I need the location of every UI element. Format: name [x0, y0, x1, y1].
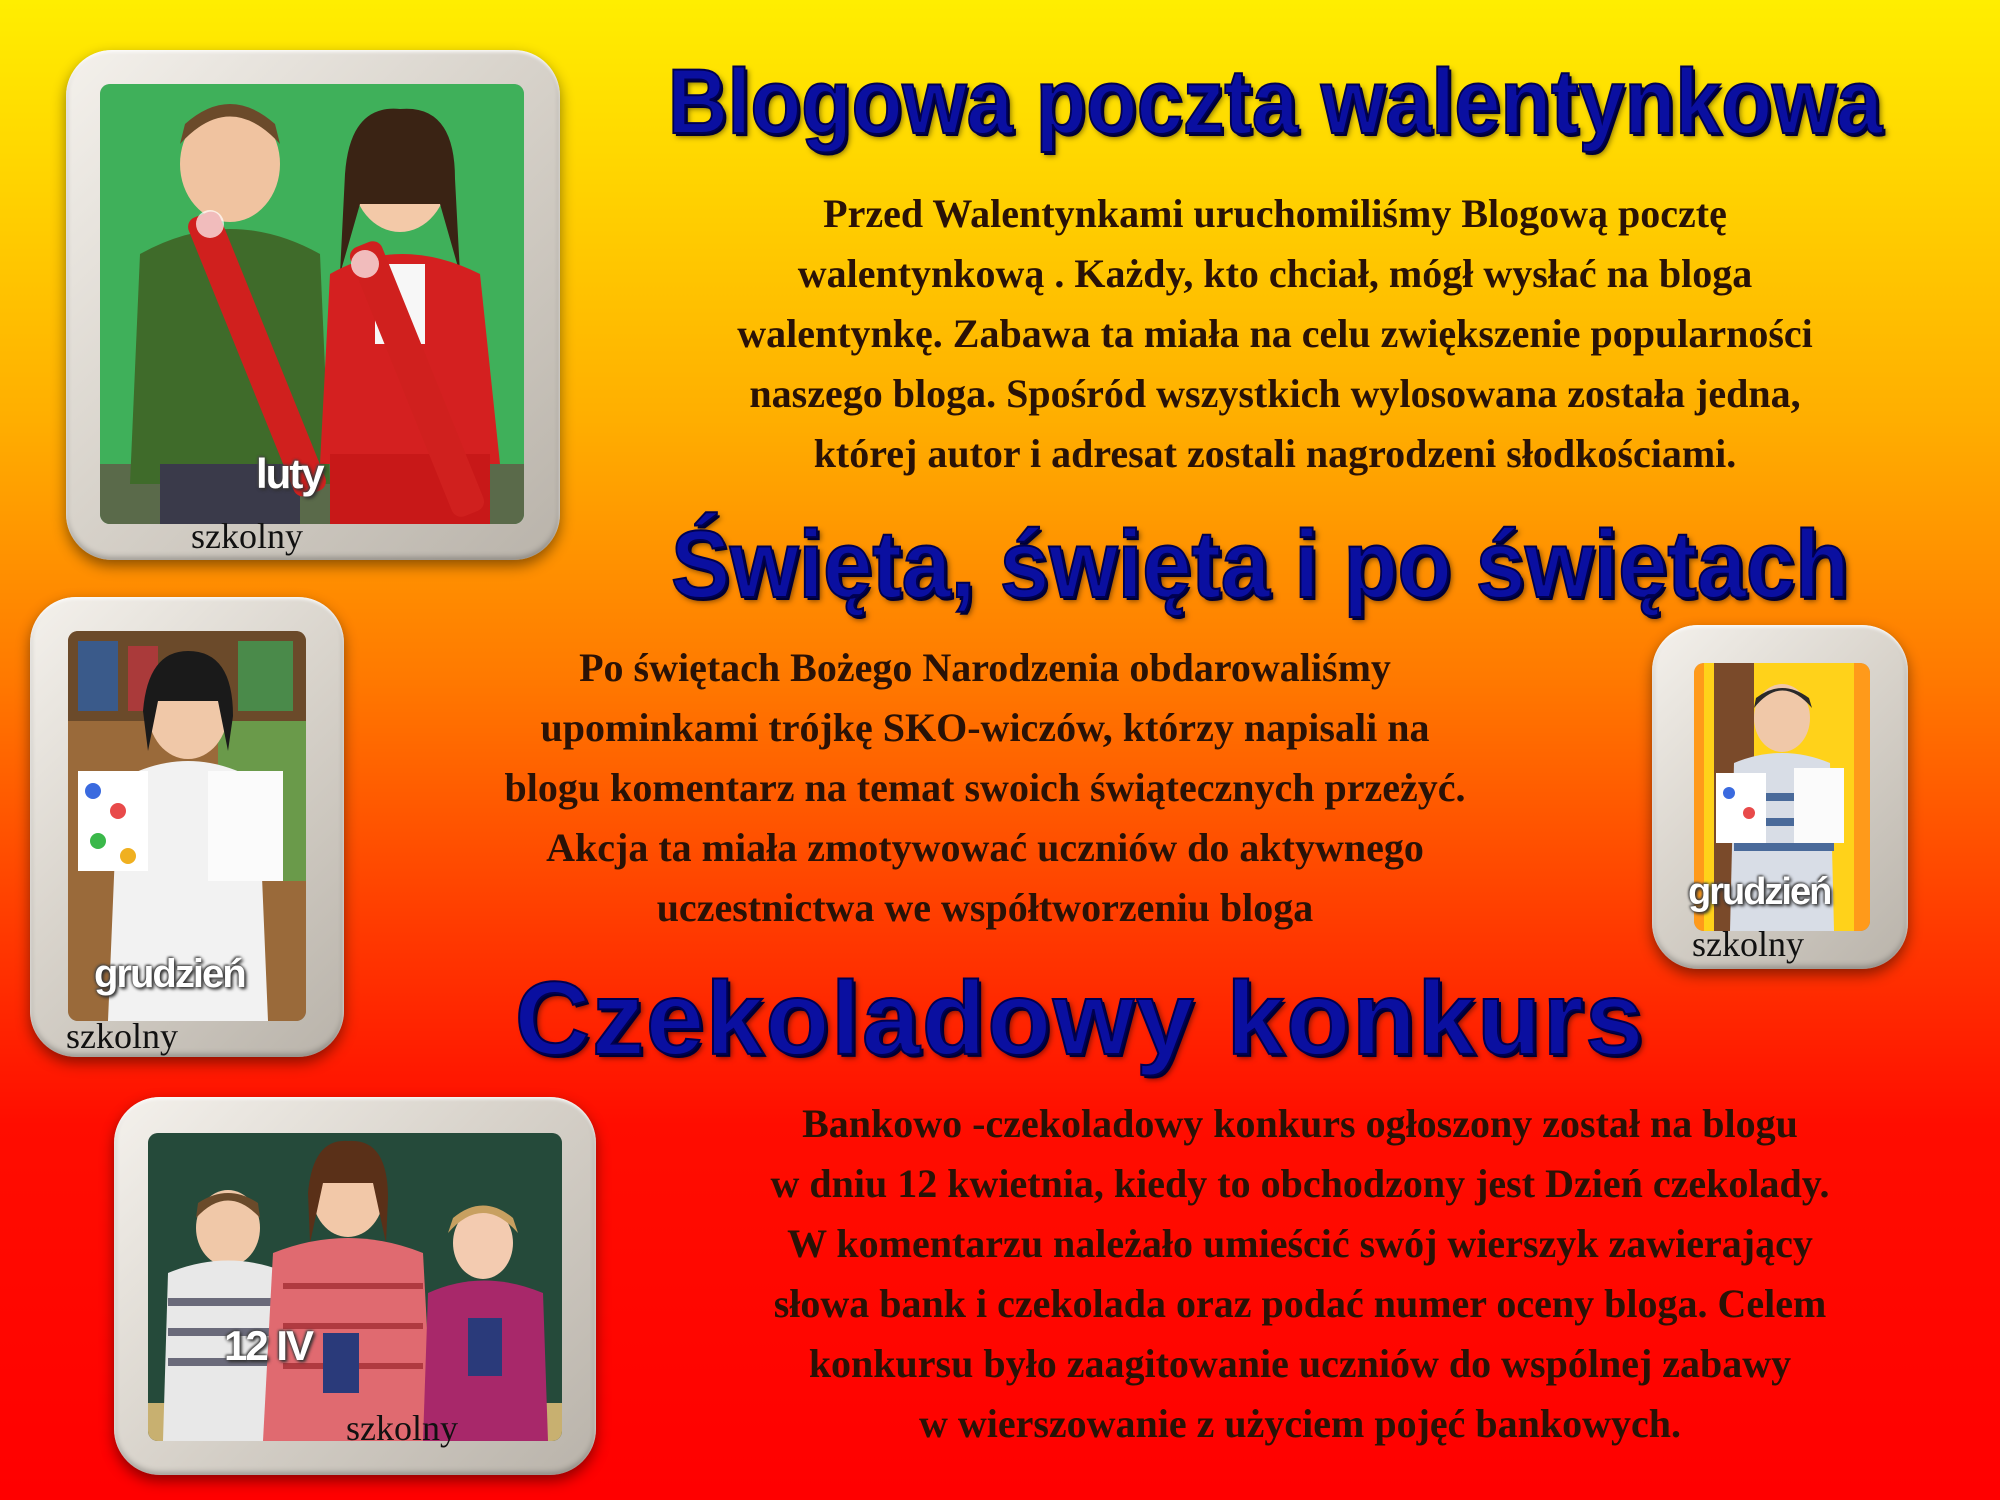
photo-caption-12-iv: szkolny: [346, 1408, 458, 1448]
text-blogowa-poczta: [590, 184, 1960, 484]
text-line: Bankowo -czekoladowy konkurs ogłoszony został na blogu: [802, 1101, 1798, 1146]
text-line: upominkami trójkę SKO-wiczów, którzy napisali na: [540, 705, 1430, 750]
text-line: w wierszowanie z użyciem pojęć bankowych.: [918, 1401, 1682, 1446]
photo-frame-luty: [66, 50, 560, 560]
photo-12-iv: [148, 1133, 562, 1441]
heading-swieta: Święta, święta i po świętach: [670, 511, 1850, 618]
text-line: Po świętach Bożego Narodzenia obdarowaliśmy: [579, 645, 1391, 690]
text-line: konkursu było zaagitowanie uczniów do wspólnej zabawy: [808, 1341, 1792, 1386]
photo-label-12-iv: 12 IV: [224, 1322, 313, 1369]
photo-frame-grudzien-left: [30, 597, 344, 1057]
text-line: słowa bank i czekolada oraz podać numer oceny bloga. Celem: [773, 1281, 1827, 1326]
text-line: walentynkową . Każdy, kto chciał, mógł wysłać na bloga: [797, 251, 1753, 296]
text-line: której autor i adresat zostali nagrodzeni słodkościami.: [813, 431, 1737, 476]
photo-caption-grudzien-left: szkolny: [66, 1016, 178, 1056]
photo-label-grudzien-right: grudzień: [1688, 871, 1831, 913]
photo-caption-grudzien-right: szkolny: [1692, 924, 1804, 964]
text-line: uczestnictwa we współtworzeniu bloga: [656, 885, 1314, 930]
photo-frame-12-iv: [114, 1097, 596, 1475]
text-line: Przed Walentynkami uruchomiliśmy Blogową pocztę: [823, 191, 1727, 236]
photo-12-iv-image: [148, 1133, 562, 1441]
photo-frame-grudzien-right: [1652, 625, 1908, 969]
text-czekoladowy-konkurs: [630, 1094, 1970, 1454]
heading-czekoladowy-konkurs: Czekoladowy konkurs: [514, 961, 1646, 1077]
photo-label-grudzien-left: grudzień: [94, 952, 245, 996]
text-line: Akcja ta miała zmotywować uczniów do aktywnego: [546, 825, 1424, 870]
text-line: walentynkę. Zabawa ta miała na celu zwiększenie popularności: [737, 311, 1813, 356]
text-swieta: [340, 638, 1630, 938]
text-line: W komentarzu należało umieścić swój wierszyk zawierający: [787, 1221, 1813, 1266]
photo-caption-luty: szkolny: [191, 516, 303, 556]
text-line: blogu komentarz na temat swoich świątecznych przeżyć.: [504, 765, 1466, 810]
text-line: w dniu 12 kwietnia, kiedy to obchodzony jest Dzień czekolady.: [770, 1161, 1830, 1206]
text-line: naszego bloga. Spośród wszystkich wylosowana została jedna,: [749, 371, 1801, 416]
heading-blogowa-poczta: Blogowa poczta walentynkowa: [667, 51, 1883, 153]
photo-label-luty: luty: [256, 450, 323, 497]
